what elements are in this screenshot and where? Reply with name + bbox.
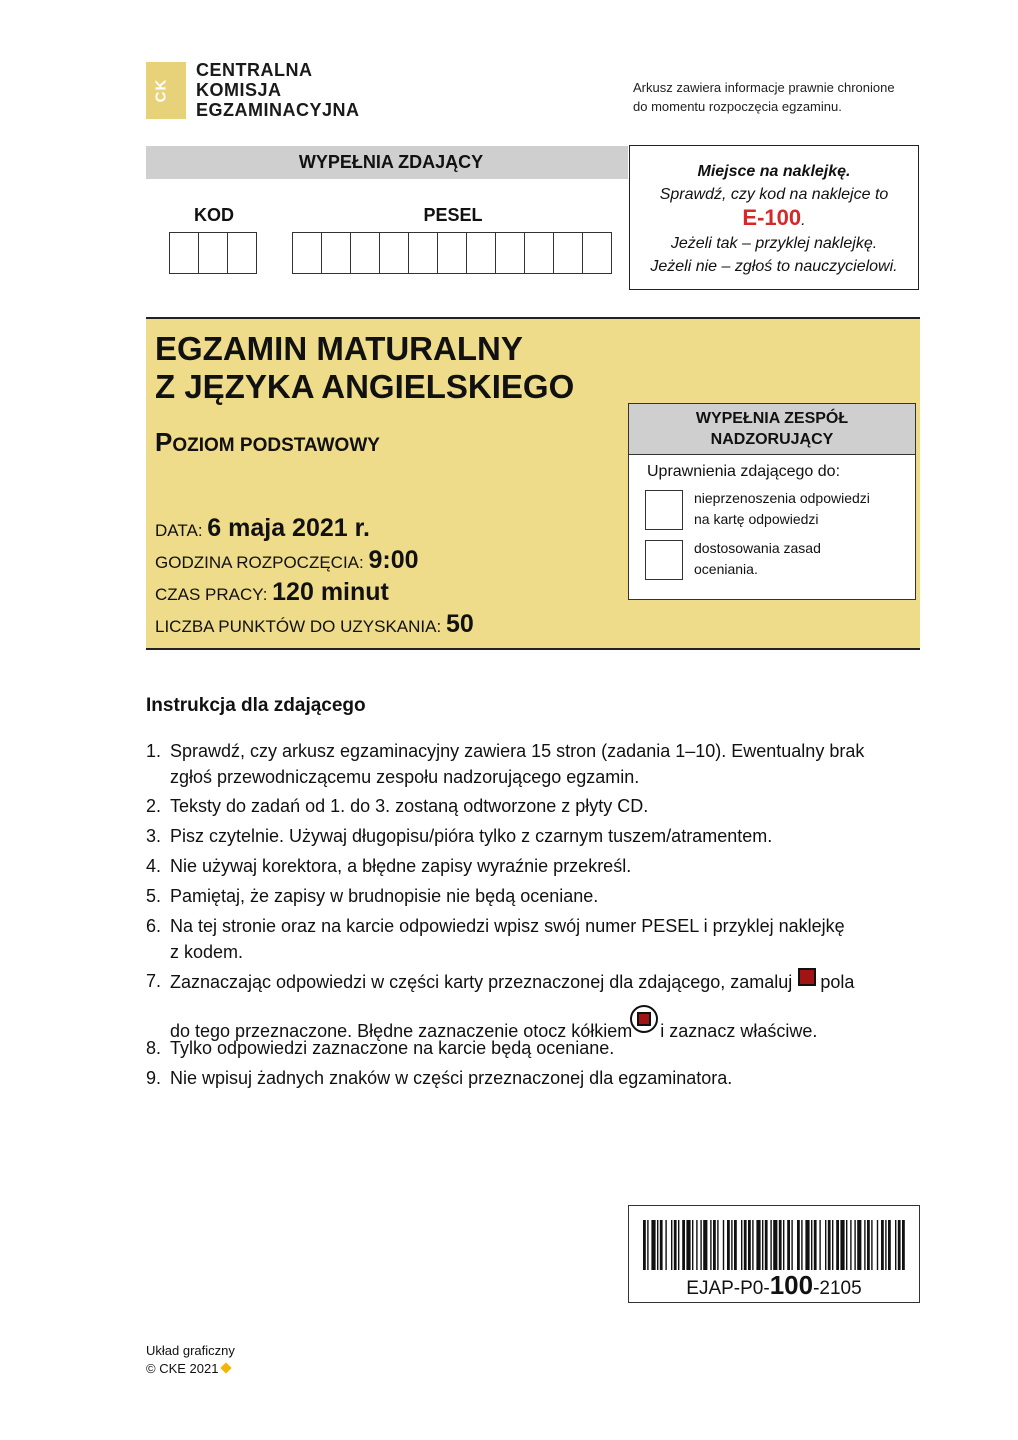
protection-note: [633, 78, 895, 116]
item-text: Nie wpisuj żadnych znaków w części przeznaczonej dla egzaminatora.: [170, 1068, 733, 1088]
supervisors-subtitle: Uprawnienia zdającego do:: [647, 463, 841, 480]
barcode-box: [628, 1205, 920, 1303]
item-number: 6.: [146, 916, 162, 936]
barcode-bar: [696, 1220, 697, 1270]
barcode-bar: [885, 1220, 886, 1270]
level-first-letter: P: [155, 427, 173, 457]
barcode-bar: [671, 1220, 672, 1270]
barcode-bar: [850, 1220, 851, 1270]
barcode-bar: [828, 1220, 831, 1270]
item-number: 3.: [146, 826, 162, 846]
barcode-bar: [902, 1220, 905, 1270]
barcode-bar: [710, 1220, 711, 1270]
barcode-bar: [871, 1220, 872, 1270]
barcode-bar: [854, 1220, 855, 1270]
barcode-bar: [857, 1220, 861, 1270]
sticker-code: E-100: [742, 205, 802, 230]
footer-line-2: © CKE 2021: [146, 1361, 219, 1376]
exam-title-line-1: EGZAMIN MATURALNY: [155, 330, 523, 367]
sticker-line-4: Jeżeli nie – zgłoś to nauczycielowi.: [650, 258, 898, 275]
pesel-cell[interactable]: [495, 232, 525, 274]
option-1-line-2: na kartę odpowiedzi: [694, 511, 819, 527]
barcode-bar: [713, 1220, 716, 1270]
pesel-cell[interactable]: [524, 232, 554, 274]
option-1-line-1: nieprzenoszenia odpowiedzi: [694, 490, 870, 506]
barcode-text: [629, 1270, 919, 1301]
barcode-prefix: EJAP-P0-: [686, 1278, 770, 1299]
barcode-bar: [723, 1220, 724, 1270]
barcode-main: 100: [769, 1270, 814, 1300]
barcode-bar: [700, 1220, 701, 1270]
item-number: 5.: [146, 886, 162, 906]
protection-note-line-1: Arkusz zawiera informacje prawnie chronione: [633, 80, 895, 95]
supervisors-box: [628, 403, 916, 600]
barcode-bar: [840, 1220, 844, 1270]
barcode-icon: [643, 1220, 905, 1270]
option-1-checkbox[interactable]: [645, 490, 683, 530]
time-label: CZAS PRACY:: [155, 585, 268, 604]
kod-cell[interactable]: [198, 232, 228, 274]
item-text-end: pola: [820, 972, 855, 992]
exam-duration: [155, 578, 389, 607]
barcode-bar: [651, 1220, 655, 1270]
option-2-checkbox[interactable]: [645, 540, 683, 580]
kod-input-boxes[interactable]: [169, 232, 257, 274]
footer-line-1: Układ graficzny: [146, 1343, 235, 1358]
date-label: DATA:: [155, 521, 203, 540]
barcode-bar: [787, 1220, 790, 1270]
barcode-bar: [665, 1220, 666, 1270]
item-text: Pisz czytelnie. Używaj długopisu/pióra tylko z czarnym tuszem/atramentem.: [170, 826, 773, 846]
barcode-bar: [881, 1220, 884, 1270]
item-text-cont-end: i zaznacz właściwe.: [660, 1021, 818, 1041]
supervisors-title-line-1: WYPEŁNIA ZESPÓŁ: [695, 410, 849, 427]
barcode-bar: [801, 1220, 802, 1270]
protection-note-line-2: do momentu rozpoczęcia egzaminu.: [633, 99, 842, 114]
candidate-section-title: WYPEŁNIA ZDAJĄCY: [298, 152, 484, 172]
time-value: 120 minut: [272, 578, 389, 606]
pesel-label: PESEL: [423, 205, 483, 225]
barcode-bar: [682, 1220, 685, 1270]
item-number: 8.: [146, 1038, 162, 1058]
exam-points: [155, 610, 474, 639]
supervisors-header: [629, 404, 915, 455]
barcode-bar: [898, 1220, 901, 1270]
exam-title: [155, 330, 574, 406]
item-text-cont: do tego przeznaczone. Błędne zaznaczenie otocz kółkiem: [170, 1021, 633, 1041]
barcode-bar: [779, 1220, 782, 1270]
barcode-bar: [811, 1220, 812, 1270]
barcode-bar: [762, 1220, 763, 1270]
exam-date: [155, 514, 370, 543]
kod-cell[interactable]: [227, 232, 257, 274]
barcode-bar: [765, 1220, 768, 1270]
barcode-bar: [657, 1220, 658, 1270]
barcode-bar: [819, 1220, 820, 1270]
pesel-cell[interactable]: [321, 232, 351, 274]
barcode-bar: [877, 1220, 878, 1270]
barcode-bar: [805, 1220, 809, 1270]
barcode-bar: [756, 1220, 760, 1270]
pesel-cell[interactable]: [437, 232, 467, 274]
sticker-line-1: Miejsce na naklejkę.: [697, 163, 851, 180]
item-number: 7.: [146, 971, 162, 991]
item-text: Nie używaj korektora, a błędne zapisy wyraźnie przekreśl.: [170, 856, 632, 876]
kod-label: KOD: [194, 205, 234, 225]
barcode-suffix: -2105: [813, 1278, 862, 1299]
barcode-bar: [783, 1220, 784, 1270]
barcode-bar: [797, 1220, 800, 1270]
exam-title-line-2: Z JĘZYKA ANGIELSKIEGO: [155, 368, 575, 405]
logo-line-1: CENTRALNA: [196, 60, 313, 80]
sticker-line-2: Sprawdź, czy kod na naklejce to: [659, 186, 889, 203]
pesel-cell[interactable]: [350, 232, 380, 274]
pesel-cell[interactable]: [408, 232, 438, 274]
barcode-bar: [727, 1220, 730, 1270]
barcode-bar: [846, 1220, 847, 1270]
level-rest: OZIOM PODSTAWOWY: [172, 435, 380, 456]
option-2-label: [694, 538, 821, 580]
points-value: 50: [445, 610, 474, 638]
barcode-bar: [686, 1220, 690, 1270]
item-text: Zaznaczając odpowiedzi w części karty przeznaczonej dla zdającego, zamaluj: [170, 972, 793, 992]
option-2-line-2: oceniania.: [694, 561, 758, 577]
barcode-bar: [678, 1220, 679, 1270]
logo-mark-letters: CK: [152, 78, 170, 103]
sticker-placeholder: [629, 145, 919, 290]
item-text: Sprawdź, czy arkusz egzaminacyjny zawiera 15 stron (zadania 1–10). Ewentualny brak: [170, 741, 865, 761]
footer: [146, 1342, 235, 1378]
pesel-cell[interactable]: [582, 232, 612, 274]
logo-line-3: EGZAMINACYJNA: [196, 100, 360, 120]
instructions-title: Instrukcja dla zdającego: [146, 695, 366, 716]
barcode-bar: [692, 1220, 693, 1270]
filled-square-icon: [798, 968, 816, 986]
supervisors-title-line-2: NADZORUJĄCY: [710, 431, 834, 448]
item-number: 1.: [146, 741, 162, 761]
hour-label: GODZINA ROZPOCZĘCIA:: [155, 553, 364, 572]
barcode-bar: [744, 1220, 747, 1270]
option-1-label: [694, 488, 870, 530]
barcode-bar: [867, 1220, 870, 1270]
barcode-bar: [731, 1220, 732, 1270]
date-value: 6 maja 2021 r.: [207, 514, 370, 542]
item-text: Pamiętaj, że zapisy w brudnopisie nie będą oceniane.: [170, 886, 599, 906]
logo-line-2: KOMISJA: [196, 80, 282, 100]
item-text: Na tej stronie oraz na karcie odpowiedzi wpisz swój numer PESEL i przyklej naklejkę: [170, 916, 845, 936]
item-number: 9.: [146, 1068, 162, 1088]
barcode-bar: [836, 1220, 839, 1270]
barcode-bar: [864, 1220, 865, 1270]
sticker-code-suffix: .: [801, 212, 806, 229]
item-text-cont: z kodem.: [170, 942, 244, 962]
barcode-bar: [643, 1220, 646, 1270]
sticker-line-3: Jeżeli tak – przyklej naklejkę.: [670, 235, 878, 252]
pesel-cell[interactable]: [379, 232, 409, 274]
pesel-cell[interactable]: [466, 232, 496, 274]
exam-level: [155, 427, 380, 458]
item-text: Tylko odpowiedzi zaznaczone na karcie będą oceniane.: [170, 1038, 615, 1058]
barcode-bar: [741, 1220, 742, 1270]
barcode-bar: [647, 1220, 648, 1270]
barcode-bar: [791, 1220, 792, 1270]
barcode-bar: [674, 1220, 677, 1270]
circled-square-icon: [630, 1005, 658, 1033]
item-number: 2.: [146, 796, 162, 816]
barcode-bar: [814, 1220, 817, 1270]
barcode-bar: [773, 1220, 777, 1270]
cke-logo-mark: [146, 62, 186, 119]
item-text-cont: zgłoś przewodniczącemu zespołu nadzorującego egzamin.: [170, 767, 640, 787]
item-number: 4.: [146, 856, 162, 876]
barcode-bar: [895, 1220, 896, 1270]
barcode-bar: [734, 1220, 737, 1270]
diamond-icon: [221, 1362, 232, 1373]
barcode-bar: [748, 1220, 751, 1270]
barcode-bar: [832, 1220, 833, 1270]
item-text: Teksty do zadań od 1. do 3. zostaną odtworzone z płyty CD.: [170, 796, 649, 816]
hour-value: 9:00: [368, 546, 419, 574]
cke-logo-text: [196, 60, 360, 120]
barcode-bar: [752, 1220, 753, 1270]
barcode-bar: [888, 1220, 891, 1270]
barcode-bar: [717, 1220, 718, 1270]
pesel-cell[interactable]: [553, 232, 583, 274]
pesel-input-boxes[interactable]: [292, 232, 612, 274]
points-label: LICZBA PUNKTÓW DO UZYSKANIA:: [155, 617, 442, 636]
kod-cell[interactable]: [169, 232, 199, 274]
pesel-cell[interactable]: [292, 232, 322, 274]
option-2-line-1: dostosowania zasad: [694, 540, 821, 556]
barcode-bar: [825, 1220, 826, 1270]
barcode-bar: [770, 1220, 771, 1270]
barcode-bar: [660, 1220, 663, 1270]
exam-start-time: [155, 546, 419, 575]
barcode-bar: [703, 1220, 707, 1270]
